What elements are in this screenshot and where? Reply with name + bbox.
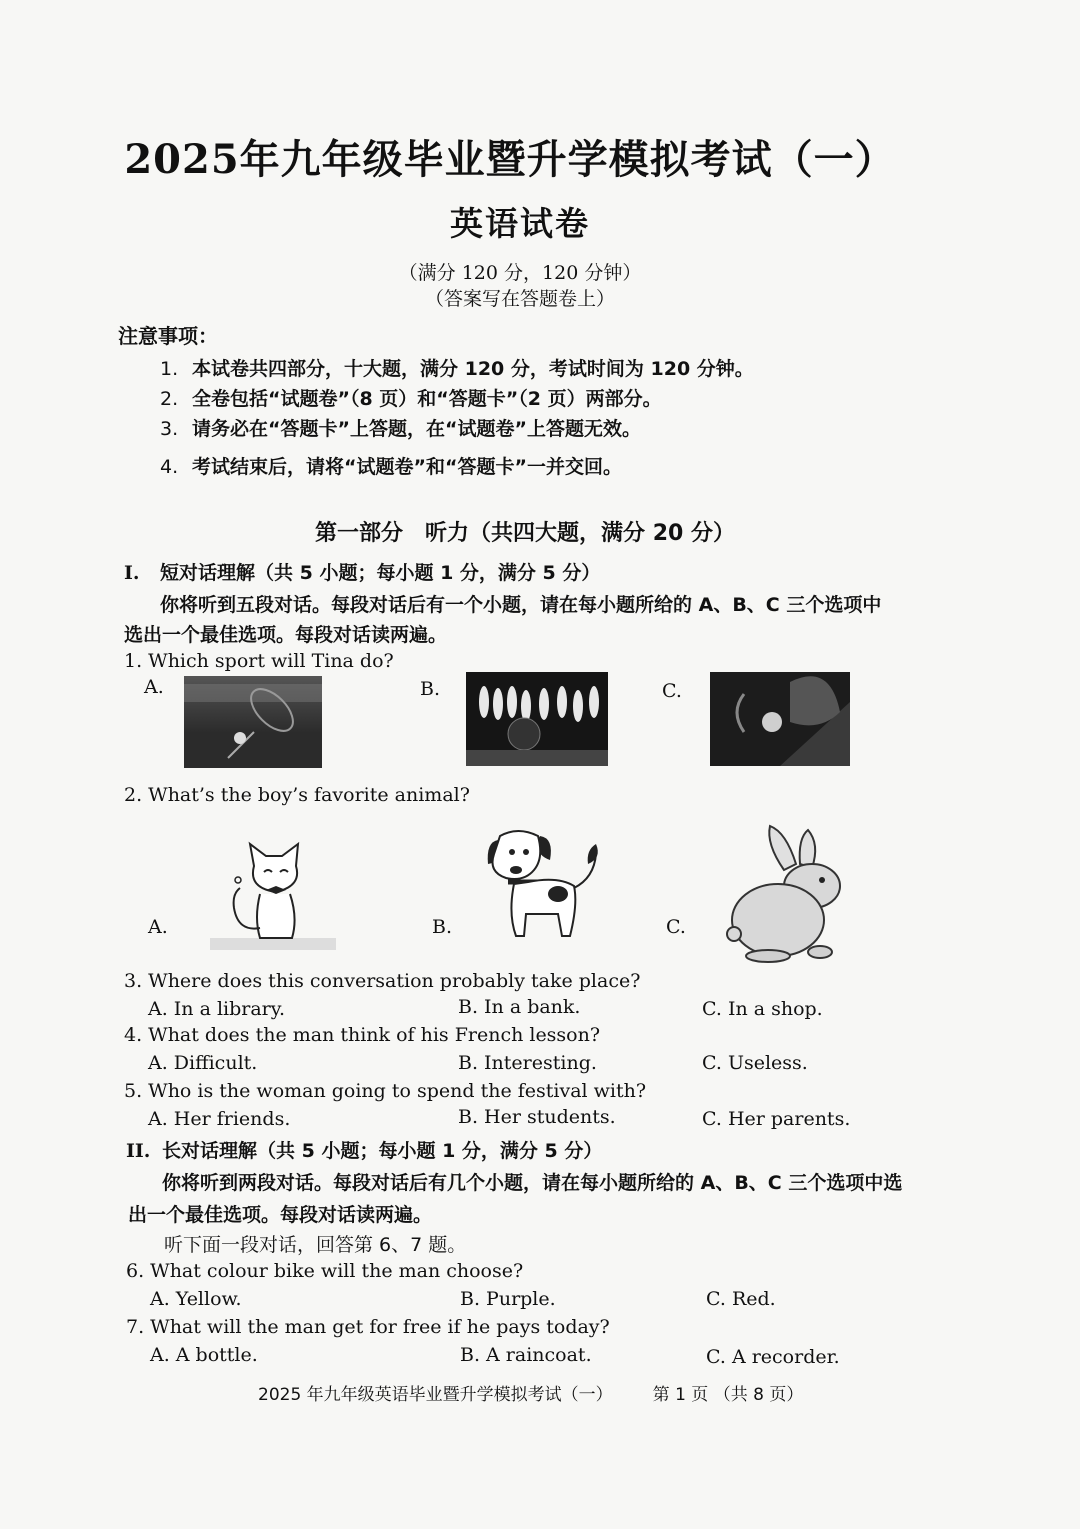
option-c: C. Useless. xyxy=(702,1052,808,1074)
option-label: A. xyxy=(144,676,164,698)
dog-picture xyxy=(478,824,604,954)
answer-note: （答案写在答题卷上） xyxy=(424,288,615,310)
question-6: 6. What colour bike will the man choose? xyxy=(126,1260,524,1282)
section-number: I. xyxy=(124,562,140,584)
score-time-info: （满分 120 分，120 分钟） xyxy=(398,262,642,284)
notice-item xyxy=(160,414,641,441)
option-b: B. Her students. xyxy=(458,1106,616,1128)
section-two-heading xyxy=(126,1136,602,1163)
option-a: A. Yellow. xyxy=(150,1288,242,1310)
exam-subtitle: 英语试卷 xyxy=(450,204,590,243)
option-label: B. xyxy=(420,678,441,700)
notice-item-text: 本试卷共四部分，十大题，满分 120 分，考试时间为 120 分钟。 xyxy=(192,358,754,380)
notice-item xyxy=(160,452,622,479)
cat-picture xyxy=(210,838,336,950)
option-c: C. A recorder. xyxy=(706,1346,840,1368)
page-footer xyxy=(258,1380,803,1405)
question-3: 3. Where does this conversation probably take place? xyxy=(124,970,641,992)
option-a: A. Her friends. xyxy=(148,1108,291,1130)
option-b: B. A raincoat. xyxy=(460,1344,592,1366)
option-a: A. In a library. xyxy=(148,998,286,1020)
bowling-photo xyxy=(466,672,608,766)
option-c: C. In a shop. xyxy=(702,998,823,1020)
badminton-photo xyxy=(184,676,322,768)
notice-item xyxy=(160,354,754,381)
part-one-heading: 第一部分 听力（共四大题，满分 20 分） xyxy=(315,521,735,546)
option-c: C. Her parents. xyxy=(702,1108,851,1130)
option-label: C. xyxy=(666,916,686,938)
notice-item-text: 考试结束后，请将“试题卷”和“答题卡”一并交回。 xyxy=(192,456,622,478)
question-2: 2. What’s the boy’s favorite animal? xyxy=(124,784,470,806)
section-one-instruction-2: 选出一个最佳选项。每段对话读两遍。 xyxy=(124,624,448,646)
exam-title: 2025年九年级毕业暨升学模拟考试（一） xyxy=(124,136,896,183)
option-c: C. Red. xyxy=(706,1288,776,1310)
section-two-instruction-2: 出一个最佳选项。每段对话读两遍。 xyxy=(128,1204,433,1226)
notice-item-text: 全卷包括“试题卷”（8 页）和“答题卡”（2 页）两部分。 xyxy=(192,388,662,410)
section-number: II. xyxy=(126,1140,151,1162)
option-a: A. Difficult. xyxy=(148,1052,258,1074)
notice-heading: 注意事项： xyxy=(118,324,218,348)
question-5: 5. Who is the woman going to spend the festival with? xyxy=(124,1080,647,1102)
notice-item-number: 3. xyxy=(160,418,179,440)
question-4: 4. What does the man think of his French lesson? xyxy=(124,1024,601,1046)
option-b: B. Purple. xyxy=(460,1288,556,1310)
rabbit-picture xyxy=(726,824,850,964)
notice-item xyxy=(160,384,662,411)
section-one-heading xyxy=(124,558,600,585)
section-title: 长对话理解（共 5 小题；每小题 1 分，满分 5 分） xyxy=(162,1140,603,1162)
section-one-instruction-1: 你将听到五段对话。每段对话后有一个小题，请在每小题所给的 A、B、C 三个选项中 xyxy=(160,594,882,616)
option-a: A. A bottle. xyxy=(150,1344,258,1366)
section-two-instruction-1: 你将听到两段对话。每段对话后有几个小题，请在每小题所给的 A、B、C 三个选项中选 xyxy=(162,1172,903,1194)
notice-item-number: 1. xyxy=(160,358,179,380)
section-title: 短对话理解（共 5 小题；每小题 1 分，满分 5 分） xyxy=(160,562,601,584)
section-two-sub-instruction: 听下面一段对话，回答第 6、7 题。 xyxy=(164,1234,467,1256)
option-b: B. In a bank. xyxy=(458,996,581,1018)
option-label: C. xyxy=(662,680,682,702)
notice-item-text: 请务必在“答题卡”上答题，在“试题卷”上答题无效。 xyxy=(192,418,641,440)
question-1: 1. Which sport will Tina do? xyxy=(124,650,394,672)
option-b: B. Interesting. xyxy=(458,1052,597,1074)
question-7: 7. What will the man get for free if he pays today? xyxy=(126,1316,610,1338)
option-label: B. xyxy=(432,916,453,938)
notice-item-number: 4. xyxy=(160,456,179,478)
footer-page-number: 第 1 页 （共 8 页） xyxy=(652,1385,804,1405)
option-label: A. xyxy=(148,916,168,938)
footer-exam-name: 2025 年九年级英语毕业暨升学模拟考试（一） xyxy=(258,1385,613,1405)
table-tennis-photo xyxy=(710,672,850,766)
notice-item-number: 2. xyxy=(160,388,179,410)
